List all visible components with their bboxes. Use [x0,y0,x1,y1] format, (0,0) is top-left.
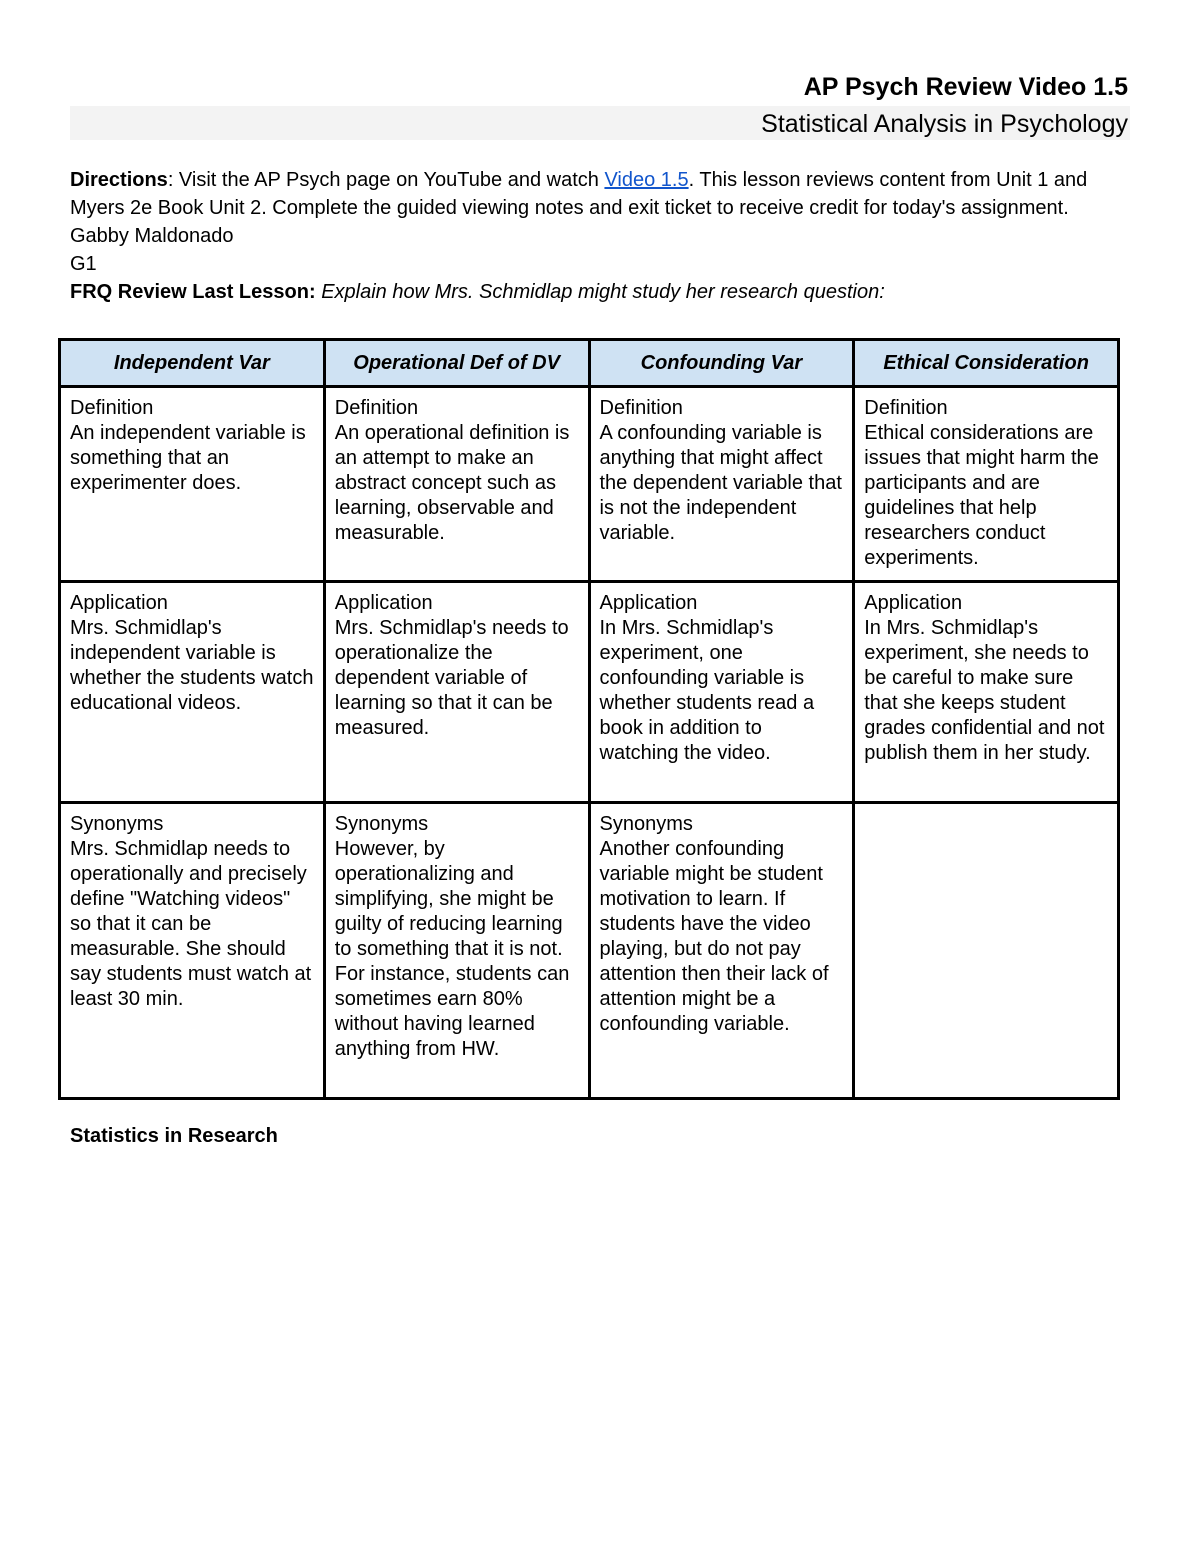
page-title: AP Psych Review Video 1.5 [803,73,1128,101]
frq-review-line [70,278,1130,306]
header-ethical-consideration: Ethical Consideration [854,340,1119,387]
table-row-application [60,582,1119,803]
table-row-definition [60,387,1119,582]
video-link[interactable]: Video 1.5 [604,169,689,191]
table-cell [589,582,854,803]
table-cell [589,387,854,582]
directions-label: Directions [70,169,168,191]
cell-text: In Mrs. Schmidlap's experiment, she needs to be careful to make sure that she keeps student grades confidential and not publish them in her study. [864,617,1105,764]
cell-text: Mrs. Schmidlap's independent variable is whether the students watch educational videos. [70,617,314,714]
table-cell [60,803,325,1099]
cell-text: An operational definition is an attempt to make an abstract concept such as learning, observable and measurable. [334,422,570,544]
cell-text: In Mrs. Schmidlap's experiment, one confounding variable is whether students read a book in addition to watching the video. [599,617,815,764]
page-subtitle: Statistical Analysis in Psychology [70,106,1130,140]
cell-label: Application [599,592,698,614]
table-row-synonyms [60,803,1119,1099]
directions-paragraph [70,166,1130,222]
cell-label: Definition [70,397,154,419]
table-cell [60,387,325,582]
student-name: Gabby Maldonado [70,225,234,247]
document-header [70,70,1130,140]
header-independent-var: Independent Var [60,340,325,387]
directions-text-after-link: . This lesson reviews content from Unit 1 and Myers 2e Book Unit 2. Complete the guided viewing notes and exit ticket to receive credit for today's assignment. [70,169,1088,219]
cell-label: Synonyms [334,813,429,835]
cell-text: Mrs. Schmidlap needs to operationally and precisely define "Watching videos" so that it can be measurable. She should say students must watch at least 30 min. [70,838,312,1010]
table-cell [324,387,589,582]
cell-label: Definition [334,397,419,419]
cell-text: However, by operationalizing and simplifying, she might be guilty of reducing learning to something that it is not. For instance, students can sometimes earn 80% without having learned anything from HW. [334,838,570,1060]
cell-text: An independent variable is something that an experimenter does. [70,422,306,494]
directions-text-before-link: : Visit the AP Psych page on YouTube and watch [167,169,605,191]
statistics-in-research-heading: Statistics in Research [70,1125,278,1147]
cell-label: Synonyms [599,813,693,835]
cell-text: Ethical considerations are issues that might harm the participants and are guidelines that help researchers conduct experiments. [864,422,1099,569]
cell-text: Another confounding variable might be student motivation to learn. If students have the video playing, but do not pay attention then their lack of attention might be a confounding variable. [599,838,829,1035]
table-cell [324,803,589,1099]
cell-text: A confounding variable is anything that might affect the dependent variable that is not the independent variable. [599,422,842,544]
cell-label: Definition [599,397,683,419]
cell-label: Definition [864,397,948,419]
table-cell [854,582,1119,803]
frq-prompt: Explain how Mrs. Schmidlap might study her research question: [321,281,885,303]
cell-label: Application [864,592,963,614]
header-operational-def: Operational Def of DV [324,340,589,387]
table-cell [854,387,1119,582]
table-cell [60,582,325,803]
cell-text: Mrs. Schmidlap's needs to operationalize the dependent variable of learning so that it can be measured. [334,617,569,739]
frq-label: FRQ Review Last Lesson: [70,281,316,303]
cell-label: Application [70,592,168,614]
class-period: G1 [70,253,97,275]
table-cell-empty [854,803,1119,1099]
cell-label: Synonyms [70,813,164,835]
header-confounding-var: Confounding Var [589,340,854,387]
directions-block [70,166,1130,306]
table-cell [324,582,589,803]
frq-review-table [58,338,1120,1100]
table-header-row [60,340,1119,387]
cell-label: Application [334,592,433,614]
table-cell [589,803,854,1099]
